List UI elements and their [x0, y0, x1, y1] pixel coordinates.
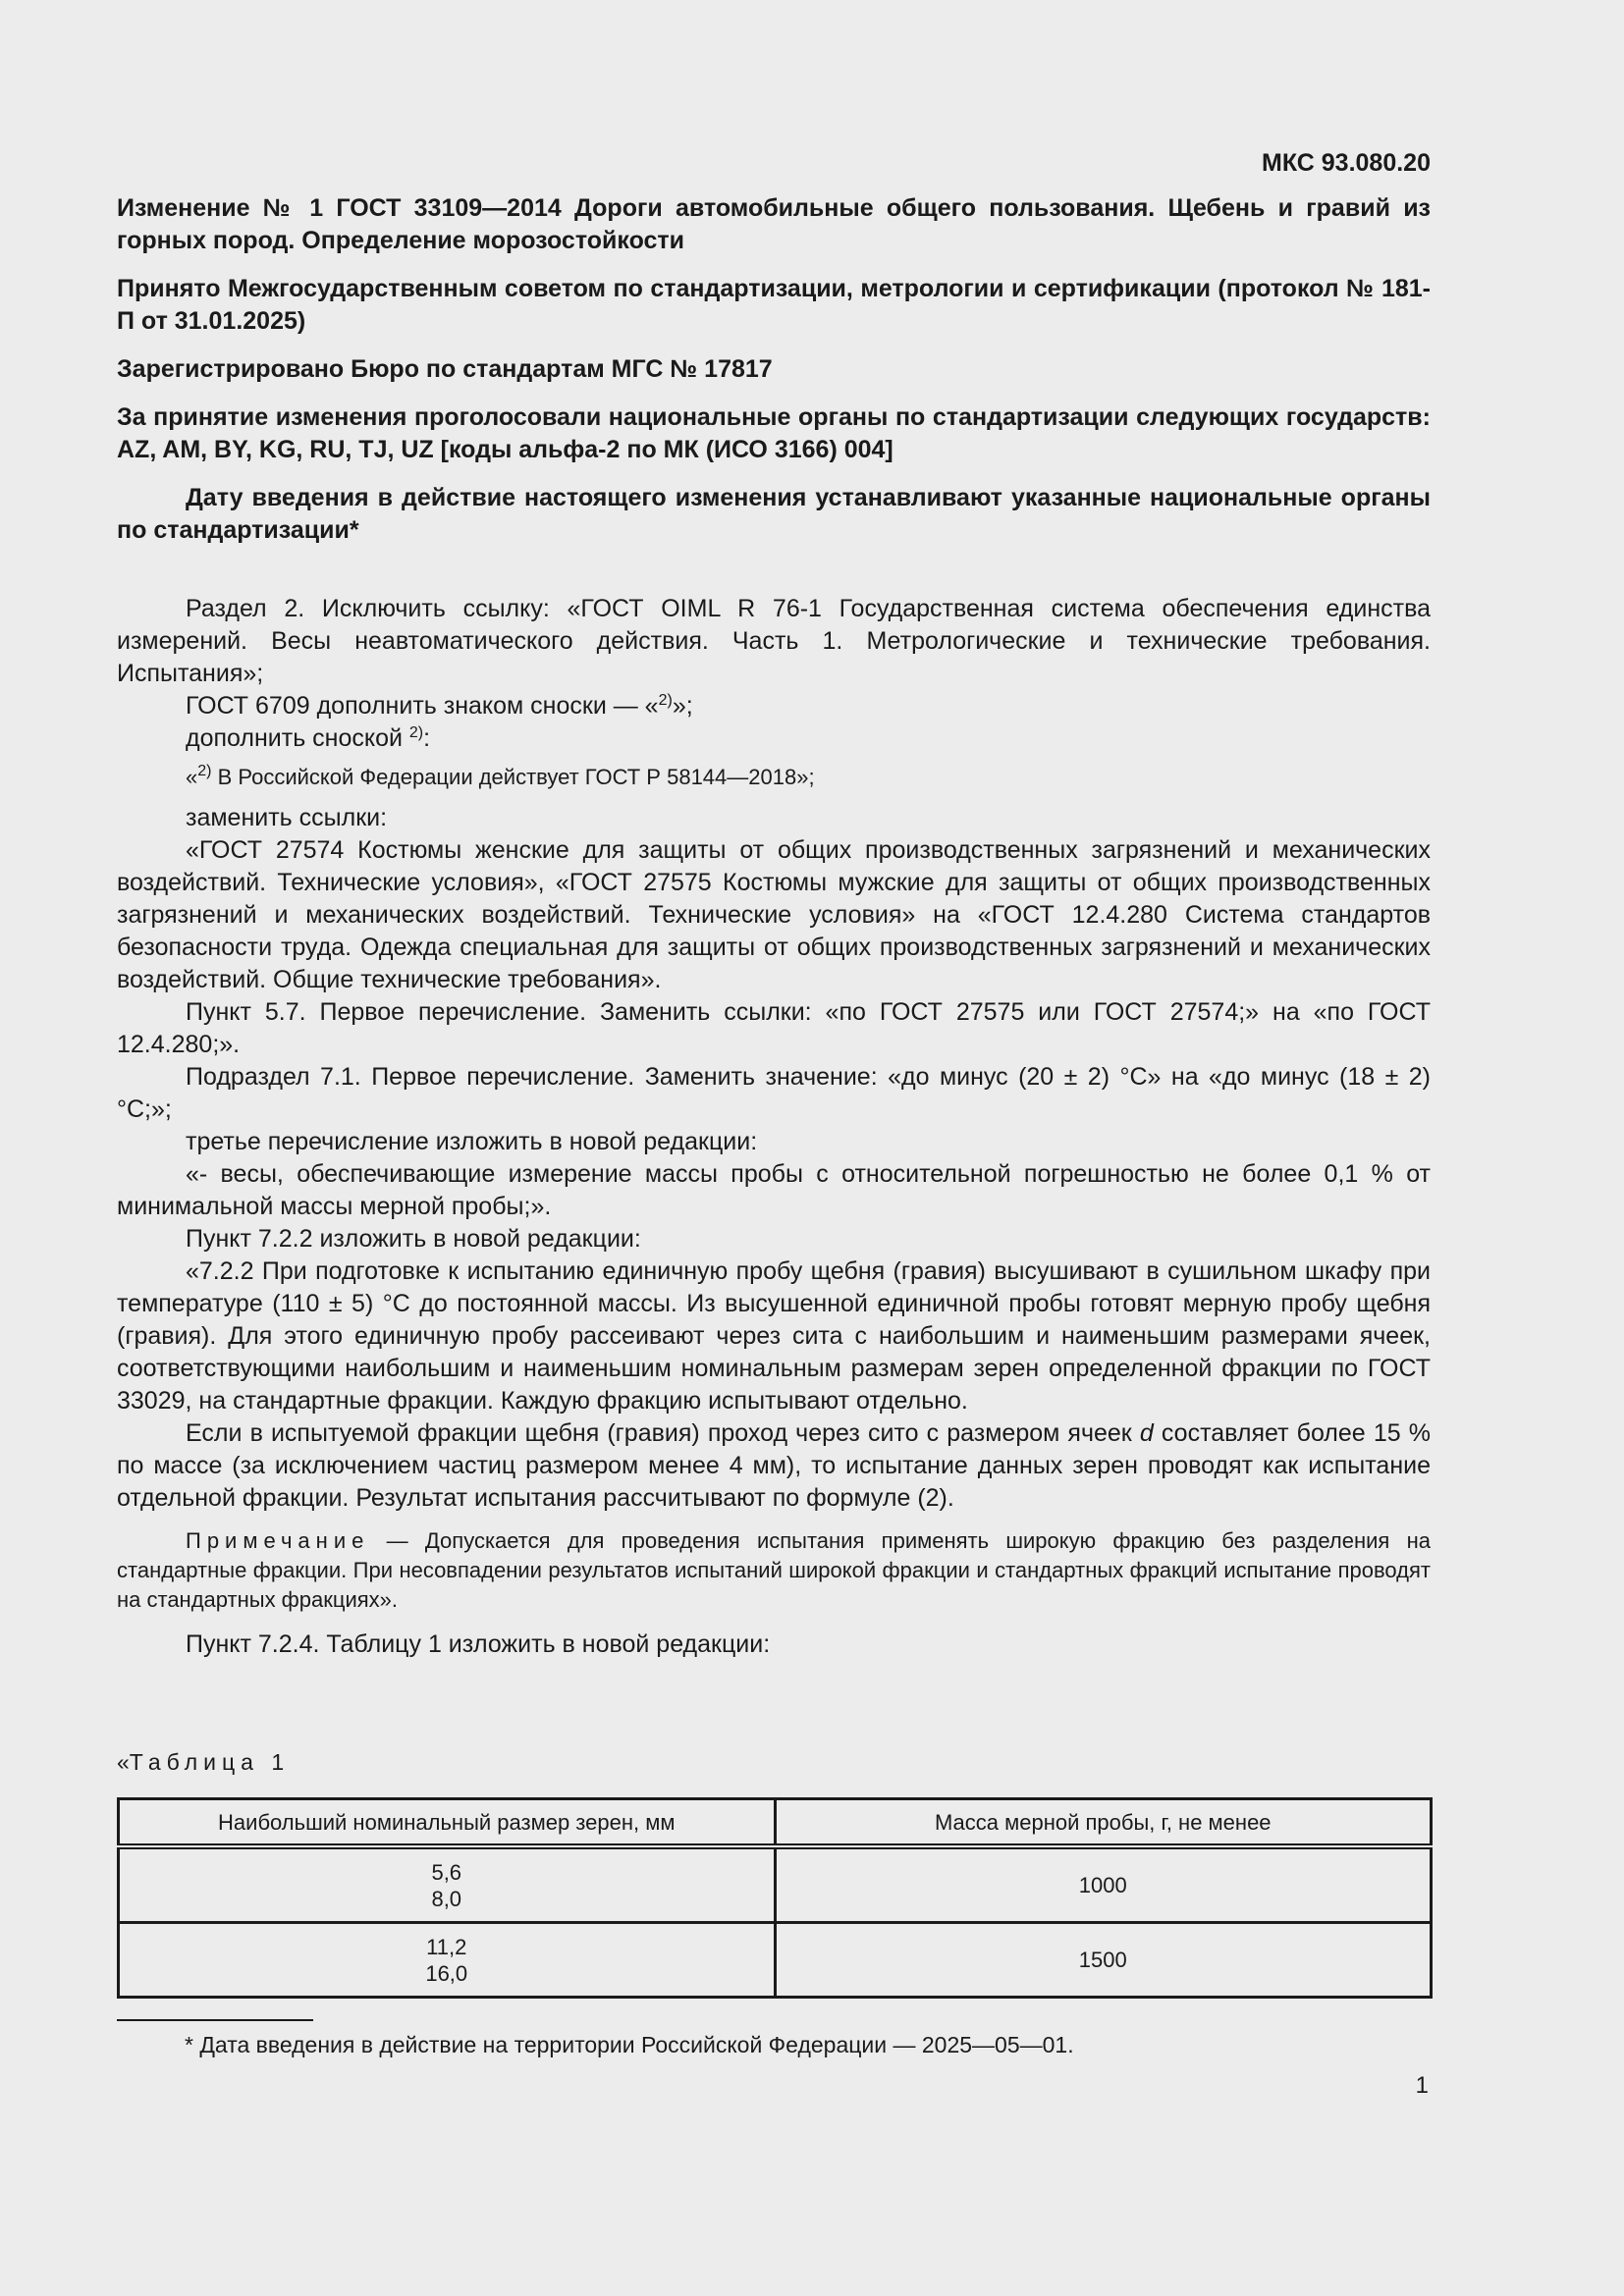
adopted-statement: Принято Межгосударственным советом по стандартизации, метрологии и сертификации (протокол № 181-П от 31.01.2025) [117, 275, 1431, 335]
amendment-title: Изменение № 1 ГОСТ 33109—2014 Дороги автомобильные общего пользования. Щебень и гравий из горных пород. Определение морозостойкости [117, 194, 1431, 254]
voted-statement: За принятие изменения проголосовали национальные органы по стандартизации следующих государств: AZ, AM, BY, KG, RU, TJ, UZ [коды альфа-2 по МК (ИСО 3166) 004] [117, 403, 1431, 463]
footnote-marker: 2) [408, 724, 424, 741]
text-span: В Российской Федерации действует ГОСТ Р 58144—2018»; [211, 765, 815, 789]
table-header-cell: Наибольший номинальный размер зерен, мм [119, 1799, 776, 1847]
footnote: * Дата введения в действие на территории Российской Федерации — 2025—05—01. [185, 2032, 1074, 2057]
variable-d: d [1139, 1419, 1154, 1447]
body-text [117, 593, 1431, 1661]
page-number: 1 [1415, 2072, 1429, 2099]
paragraph-add-footnote [117, 722, 1431, 755]
note-label: Примечание [186, 1528, 370, 1553]
size-value: 8,0 [431, 1886, 462, 1911]
table-cell-mass: 1000 [775, 1846, 1432, 1923]
table-1 [117, 1797, 1433, 1999]
text-span: ГОСТ 6709 дополнить знаком сноски — « [186, 692, 659, 720]
table-row [119, 1923, 1432, 1998]
paragraph-7-2-4: Пункт 7.2.4. Таблицу 1 изложить в новой редакции: [186, 1630, 771, 1658]
paragraph-fraction [117, 1417, 1431, 1515]
text-span: Если в испытуемой фракции щебня (гравия) проход через сито с размером ячеек [186, 1419, 1140, 1447]
paragraph-7-2-2: «7.2.2 При подготовке к испытанию единичную пробу щебня (гравия) высушивают в сушильном шкафу при температуре (110 ± 5) °С до постоянной массы. Из высушенной единичной пробы готовят мерную пробу щебня (гравия). Для этого единичную пробу рассеивают через сита с наибольшим и наименьшим размерами ячеек, соответствующими наибольшим и наименьшим номинальным размерам зерен определенной фракции по ГОСТ 33029, на стандартные фракции. Каждую фракцию испытывают отдельно. [117, 1257, 1431, 1415]
footnote-marker: 2) [197, 763, 212, 779]
paragraph-section-2: Раздел 2. Исключить ссылку: «ГОСТ OIML R 76-1 Государственная система обеспечения единства измерений. Весы неавтоматического действия. Часть 1. Метрологические и технические требования. Испытания»; [117, 595, 1431, 687]
footnote-text-inserted [117, 763, 1431, 792]
footnote-divider [117, 2019, 313, 2021]
paragraph-third-item: третье перечисление изложить в новой редакции: [186, 1128, 758, 1155]
table-cell-size [119, 1923, 776, 1998]
paragraph-7-1: Подраздел 7.1. Первое перечисление. Заменить значение: «до минус (20 ± 2) °С» на «до минус (18 ± 2) °С;»; [117, 1063, 1431, 1123]
paragraph-7-2-2-intro: Пункт 7.2.2 изложить в новой редакции: [186, 1225, 641, 1253]
text-span: : [423, 724, 431, 752]
size-value: 5,6 [431, 1859, 462, 1885]
paragraph-replace-refs: заменить ссылки: [186, 804, 388, 831]
table-caption-label: Таблица 1 [129, 1749, 291, 1775]
note-text: — Допускается для проведения испытания применять широкую фракцию без разделения на стандартные фракции. При несовпадении результатов испытаний широкой фракции и стандартных фракций испытание проводят на стандартных фракциях». [117, 1528, 1431, 1612]
header-block [117, 192, 1431, 547]
text-span: « [117, 1749, 130, 1775]
table-row [119, 1846, 1432, 1923]
paragraph-scales: «- весы, обеспечивающие измерение массы пробы с относительной погрешностью не более 0,1 % от минимальной массы мерной пробы;». [117, 1160, 1431, 1220]
paragraph-gost-27574: «ГОСТ 27574 Костюмы женские для защиты от общих производственных загрязнений и механических воздействий. Технические условия», «ГОСТ 27575 Костюмы мужские для защиты от общих производственных загрязнений и механических воздействий. Технические условия» на «ГОСТ 12.4.280 Система стандартов безопасности труда. Одежда специальная для защиты от общих производственных загрязнений и механических воздействий. Общие технические требования». [117, 836, 1431, 993]
footnote-marker: 2) [658, 692, 673, 709]
note-paragraph [117, 1526, 1431, 1615]
classification-code: МКС 93.080.20 [1262, 149, 1431, 177]
table-header-cell: Масса мерной пробы, г, не менее [775, 1799, 1432, 1847]
text-span: »; [672, 692, 693, 720]
effective-date-statement: Дату введения в действие настоящего изменения устанавливают указанные национальные органы по стандартизации* [117, 484, 1431, 544]
text-span: дополнить сноской [186, 724, 409, 752]
text-span: составляет более 15 % по массе (за исключением частиц размером менее 4 мм), то испытание данных зерен проводят как испытание отдельной фракции. Результат испытания рассчитывают по формуле (2). [117, 1419, 1431, 1512]
size-value: 11,2 [426, 1934, 467, 1959]
table-header-row [119, 1799, 1432, 1847]
table-caption [117, 1749, 290, 1776]
paragraph-5-7: Пункт 5.7. Первое перечисление. Заменить ссылки: «по ГОСТ 27575 или ГОСТ 27574;» на «по ГОСТ 12.4.280;». [117, 998, 1431, 1058]
paragraph-gost-6709 [117, 690, 1431, 722]
registered-statement: Зарегистрировано Бюро по стандартам МГС № 17817 [117, 355, 773, 383]
table-cell-mass: 1500 [775, 1923, 1432, 1998]
table-cell-size [119, 1846, 776, 1923]
text-span: « [186, 765, 198, 789]
size-value: 16,0 [425, 1960, 468, 1986]
